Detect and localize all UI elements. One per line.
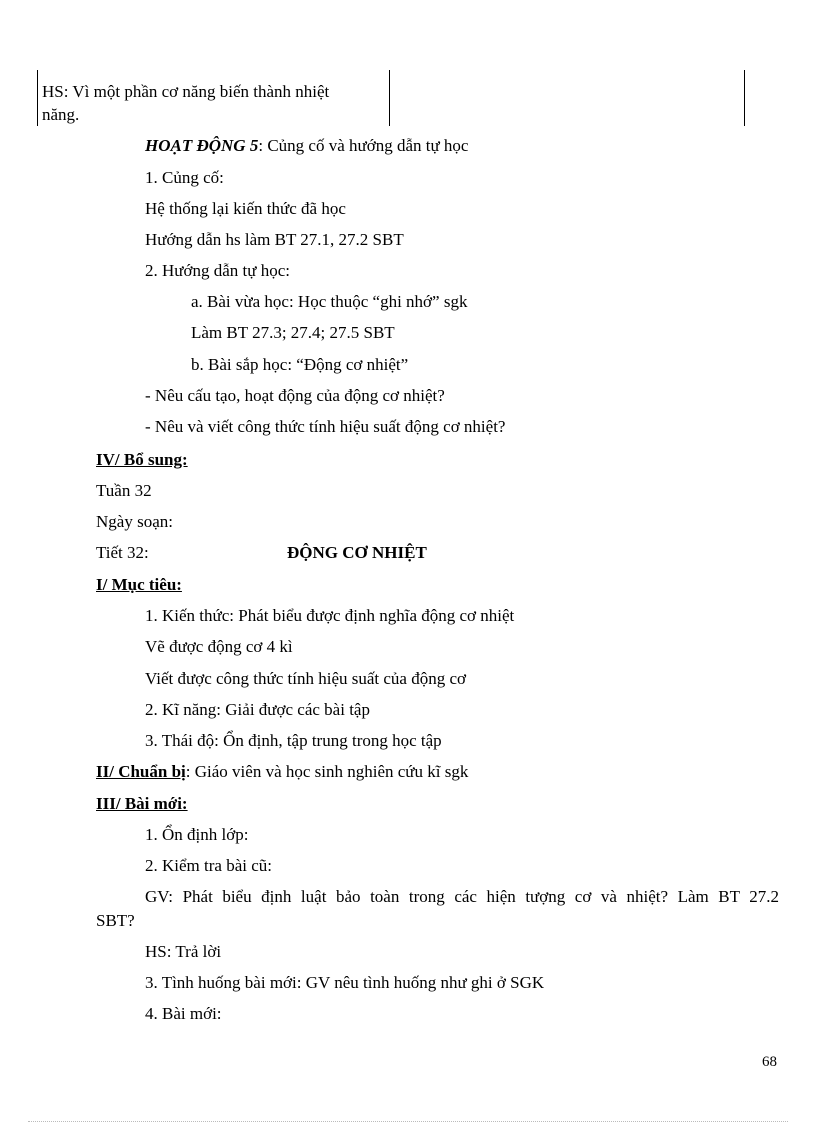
stabilize-class: 1. Ổn định lớp: — [145, 825, 249, 844]
new-lesson-label: 4. Bài mới: — [145, 1004, 222, 1023]
self-study-label: 2. Hướng dẫn tự học: — [145, 261, 290, 280]
self-study-b: b. Bài sắp học: “Động cơ nhiệt” — [191, 355, 409, 374]
objective-attitude: 3. Thái độ: Ổn định, tập trung trong học tập — [145, 731, 442, 750]
week-label: Tuần 32 — [96, 481, 152, 500]
check-old-lesson: 2. Kiểm tra bài cũ: — [145, 856, 272, 875]
gv-question-line1: GV: Phát biểu định luật bảo toàn trong các hiện tượng cơ và nhiệt? Làm BT 27.2 — [145, 887, 779, 906]
guide-exercises: Hướng dẫn hs làm BT 27.1, 27.2 SBT — [145, 230, 404, 249]
objective-formula: Viết được công thức tính hiệu suất của động cơ — [145, 669, 466, 688]
prep-heading: II/ Chuẩn bị — [96, 762, 186, 781]
objective-knowledge: 1. Kiến thức: Phát biểu được định nghĩa động cơ nhiệt — [145, 606, 515, 625]
question-1: - Nêu cấu tạo, hoạt động của động cơ nhiệt? — [145, 386, 445, 405]
date-label: Ngày soạn: — [96, 512, 173, 531]
consolidate-label: 1. Củng cố: — [145, 168, 224, 187]
period-label: Tiết 32: — [96, 543, 149, 562]
prep-line — [96, 761, 468, 783]
system-knowledge: Hệ thống lại kiến thức đã học — [145, 199, 346, 218]
hs-answer-line1: HS: Vì một phần cơ năng biến thành nhiệt — [42, 82, 330, 101]
new-lesson-heading: III/ Bài mới: — [96, 794, 188, 813]
hs-answer-line2: năng. — [42, 105, 80, 124]
hs-reply: HS: Trả lời — [145, 942, 222, 961]
objectives-heading: I/ Mục tiêu: — [96, 575, 182, 594]
table-middle-border — [389, 70, 390, 126]
table-right-border — [744, 70, 745, 126]
gv-question-line2: SBT? — [96, 911, 135, 930]
prep-text: : Giáo viên và học sinh nghiên cứu kĩ sgk — [185, 762, 469, 781]
page-number: 68 — [762, 1054, 777, 1070]
question-2: - Nêu và viết công thức tính hiệu suất động cơ nhiệt? — [145, 417, 506, 436]
activity5-heading-label: HOẠT ĐỘNG 5 — [145, 136, 259, 155]
lesson-title: ĐỘNG CƠ NHIỆT — [287, 543, 427, 562]
activity5-heading-rest: : Củng cố và hướng dẫn tự học — [258, 136, 469, 155]
objective-draw: Vẽ được động cơ 4 kì — [145, 637, 293, 656]
objective-skills: 2. Kĩ năng: Giải được các bài tập — [145, 700, 370, 719]
table-left-border — [37, 70, 38, 126]
self-study-a-exercises: Làm BT 27.3; 27.4; 27.5 SBT — [191, 323, 395, 342]
self-study-a: a. Bài vừa học: Học thuộc “ghi nhớ” sgk — [191, 292, 468, 311]
new-situation: 3. Tình huống bài mới: GV nêu tình huống như ghi ở SGK — [145, 973, 545, 992]
page-bottom-rule — [28, 1121, 788, 1122]
activity5-heading — [145, 135, 468, 157]
supplement-heading: IV/ Bổ sung: — [96, 450, 188, 469]
